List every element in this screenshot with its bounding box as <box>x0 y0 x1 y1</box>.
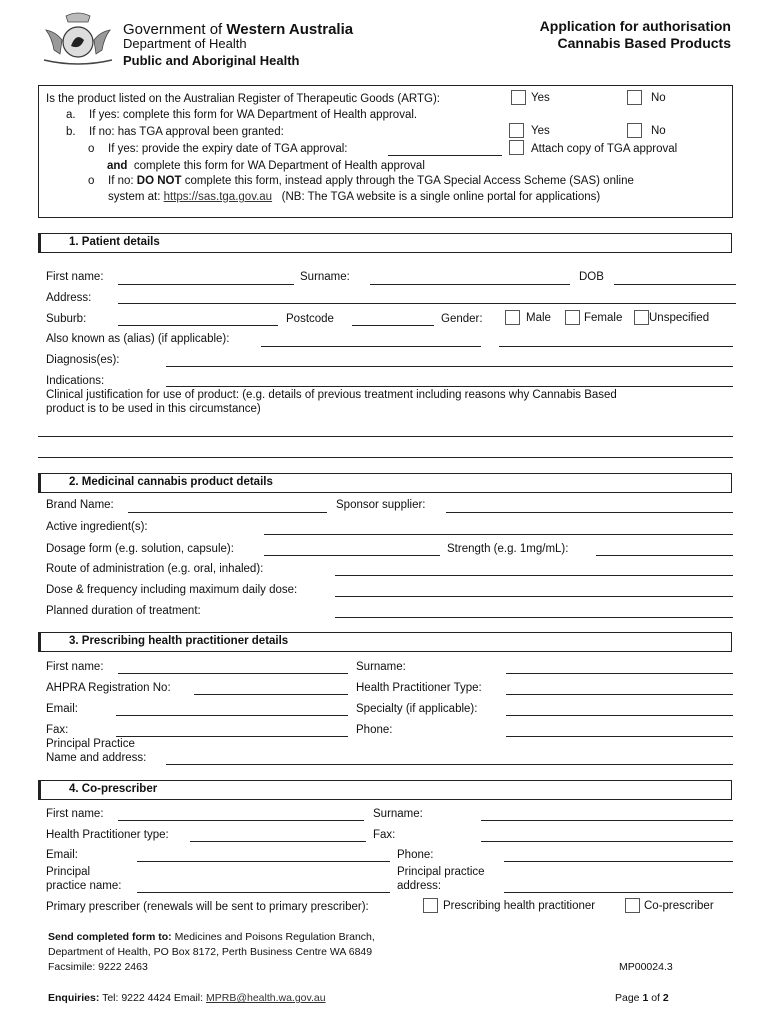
justification-line1: Clinical justification for use of product: (e.g. details of previous treatment including reasons why Cannabis Based <box>46 389 617 401</box>
patient-postcode-field[interactable] <box>352 325 434 326</box>
b2-bold: DO NOT <box>136 175 182 187</box>
artg-b1-text: If yes: provide the expiry date of TGA approval: <box>108 143 348 155</box>
attach-tga-label: Attach copy of TGA approval <box>531 143 678 155</box>
section3-header <box>38 632 732 652</box>
and-rest: complete this form for WA Department of Health approval <box>133 160 425 172</box>
page-number <box>615 991 669 1005</box>
prescriber-email-field[interactable] <box>116 715 348 716</box>
section4-header <box>38 780 732 800</box>
section1-title: 1. Patient details <box>69 236 160 248</box>
co-fax-field[interactable] <box>481 841 733 842</box>
strength-label: Strength (e.g. 1mg/mL): <box>447 543 569 555</box>
primary-prescribing-checkbox[interactable] <box>423 898 438 913</box>
artg-a-text: If yes: complete this form for WA Department of Health approval. <box>89 109 418 121</box>
patient-suburb-label: Suburb: <box>46 313 87 325</box>
sponsor-field[interactable] <box>446 512 733 513</box>
artg-b2-line2 <box>108 190 600 204</box>
page-of: of <box>648 992 663 1004</box>
artg-b-text: If no: has TGA approval been granted: <box>89 126 284 138</box>
justification-field-2[interactable] <box>38 457 733 458</box>
gender-female-label: Female <box>584 312 623 324</box>
prescriber-surname-field[interactable] <box>506 673 733 674</box>
gov-prefix: Government of <box>123 21 227 38</box>
patient-indications-field[interactable] <box>166 386 733 387</box>
dosage-form-label: Dosage form (e.g. solution, capsule): <box>46 543 234 555</box>
tga-expiry-field[interactable] <box>388 155 502 156</box>
primary-prescriber-label: Primary prescriber (renewals will be sent to primary prescriber): <box>46 901 369 913</box>
co-phone-field[interactable] <box>504 861 733 862</box>
tga-yes-label: Yes <box>531 125 550 137</box>
enq-rest: Tel: 9222 4424 Email: <box>99 992 206 1004</box>
b2-rest: complete this form, instead apply through the TGA Special Access Scheme (SAS) online <box>181 175 634 187</box>
co-first-name-label: First name: <box>46 808 104 820</box>
patient-postcode-label: Postcode <box>286 313 334 325</box>
co-hp-type-field[interactable] <box>190 841 366 842</box>
artg-and-line <box>107 159 425 173</box>
strength-field[interactable] <box>596 555 733 556</box>
co-practice-name-line1: Principal <box>46 866 91 878</box>
co-practice-addr-line2: address: <box>397 880 442 892</box>
prescriber-hp-type-field[interactable] <box>506 694 733 695</box>
prescriber-fax-label: Fax: <box>46 724 69 736</box>
gender-female-checkbox[interactable] <box>565 310 580 325</box>
prescriber-fax-field[interactable] <box>116 736 348 737</box>
prescriber-first-name-label: First name: <box>46 661 104 673</box>
gender-unspecified-checkbox[interactable] <box>634 310 649 325</box>
dosage-form-field[interactable] <box>264 555 440 556</box>
active-ingredient-label: Active ingredient(s): <box>46 521 148 533</box>
justification-line2: product is to be used in this circumstance) <box>46 403 261 415</box>
artg-b-marker: b. <box>66 126 76 138</box>
practice-label-line1: Principal Practice <box>46 738 135 750</box>
tga-yes-checkbox[interactable] <box>509 123 524 138</box>
enquiries-line <box>48 991 326 1005</box>
gender-unspecified-label: Unspecified <box>649 312 710 324</box>
justification-field-1[interactable] <box>38 436 733 437</box>
artg-a-marker: a. <box>66 109 76 121</box>
artg-yes-checkbox[interactable] <box>511 90 526 105</box>
primary-co-label: Co-prescriber <box>644 900 714 912</box>
patient-surname-label: Surname: <box>300 271 350 283</box>
enq-bold: Enquiries: <box>48 992 100 1004</box>
artg-yes-label: Yes <box>531 92 550 104</box>
primary-prescribing-label: Prescribing health practitioner <box>443 900 596 912</box>
b2-line2-prefix: system at: <box>108 191 164 203</box>
co-practice-addr-line1: Principal practice <box>397 866 485 878</box>
page-total: 2 <box>662 992 669 1004</box>
patient-surname-field[interactable] <box>370 284 570 285</box>
patient-address-label: Address: <box>46 292 92 304</box>
page-prefix: Page <box>615 992 643 1004</box>
section2-header <box>38 473 732 493</box>
co-hp-type-label: Health Practitioner type: <box>46 829 169 841</box>
dept-name: Department of Health <box>123 36 247 51</box>
division-name: Public and Aboriginal Health <box>123 53 300 68</box>
send-bold: Send completed form to: <box>48 931 172 943</box>
practice-label-line2: Name and address: <box>46 752 147 764</box>
ahpra-label: AHPRA Registration No: <box>46 682 171 694</box>
wa-government-crest <box>38 10 118 68</box>
page-num: 1 <box>642 992 649 1004</box>
prescriber-phone-label: Phone: <box>356 724 393 736</box>
co-email-field[interactable] <box>137 861 390 862</box>
prescriber-hp-type-label: Health Practitioner Type: <box>356 682 482 694</box>
section4-title: 4. Co-prescriber <box>69 783 158 795</box>
section2-title: 2. Medicinal cannabis product details <box>69 476 273 488</box>
artg-no-checkbox[interactable] <box>627 90 642 105</box>
route-field[interactable] <box>335 575 733 576</box>
primary-co-checkbox[interactable] <box>625 898 640 913</box>
gov-bold: Western Australia <box>226 21 354 38</box>
patient-diagnosis-label: Diagnosis(es): <box>46 354 120 366</box>
prescriber-surname-label: Surname: <box>356 661 406 673</box>
artg-question: Is the product listed on the Australian Register of Therapeutic Goods (ARTG): <box>46 93 440 105</box>
and-bold: and <box>107 160 128 172</box>
ahpra-field[interactable] <box>194 694 348 695</box>
gender-male-checkbox[interactable] <box>505 310 520 325</box>
prescriber-phone-field[interactable] <box>506 736 733 737</box>
co-practice-name-line2: practice name: <box>46 880 122 892</box>
patient-alias-field-2[interactable] <box>499 346 733 347</box>
bullet-b2: o <box>88 175 95 187</box>
tga-no-checkbox[interactable] <box>627 123 642 138</box>
section3-title: 3. Prescribing health practitioner details <box>69 635 289 647</box>
patient-suburb-field[interactable] <box>118 325 278 326</box>
tga-no-label: No <box>651 125 666 137</box>
form-code: MP00024.3 <box>619 961 673 973</box>
attach-tga-checkbox[interactable] <box>509 140 524 155</box>
b2-line2-rest: (NB: The TGA website is a single online portal for applications) <box>281 191 601 203</box>
co-surname-label: Surname: <box>373 808 423 820</box>
duration-label: Planned duration of treatment: <box>46 605 201 617</box>
brand-name-field[interactable] <box>128 512 327 513</box>
route-label: Route of administration (e.g. oral, inhaled): <box>46 563 264 575</box>
brand-name-label: Brand Name: <box>46 499 114 511</box>
specialty-field[interactable] <box>506 715 733 716</box>
form-title-line1: Application for authorisation <box>539 18 731 34</box>
prescriber-first-name-field[interactable] <box>118 673 348 674</box>
patient-alias-label: Also known as (alias) (if applicable): <box>46 333 230 345</box>
mprb-email-link[interactable]: MPRB@health.wa.gov.au <box>205 992 326 1004</box>
artg-b2-line1 <box>108 174 634 188</box>
patient-address-field[interactable] <box>118 303 736 304</box>
co-fax-label: Fax: <box>373 829 396 841</box>
send-to-line <box>48 930 375 944</box>
patient-indications-label: Indications: <box>46 375 105 387</box>
patient-dob-label: DOB <box>579 271 604 283</box>
specialty-label: Specialty (if applicable): <box>356 703 478 715</box>
co-practice-addr-field[interactable] <box>504 892 733 893</box>
patient-first-name-field[interactable] <box>118 284 294 285</box>
dose-frequency-field[interactable] <box>335 596 733 597</box>
section1-header <box>38 233 732 253</box>
send-address: Department of Health, PO Box 8172, Perth Business Centre WA 6849 <box>48 946 373 958</box>
patient-gender-label: Gender: <box>441 313 483 325</box>
patient-alias-field-1[interactable] <box>261 346 481 347</box>
co-first-name-field[interactable] <box>118 820 364 821</box>
dose-frequency-label: Dose & frequency including maximum daily dose: <box>46 584 298 596</box>
patient-diagnosis-field[interactable] <box>166 366 733 367</box>
gender-male-label: Male <box>526 312 551 324</box>
sponsor-label: Sponsor supplier: <box>336 499 426 511</box>
sas-link[interactable]: https://sas.tga.gov.au <box>163 191 273 203</box>
co-phone-label: Phone: <box>397 849 434 861</box>
patient-dob-field[interactable] <box>614 284 736 285</box>
send-rest: Medicines and Poisons Regulation Branch, <box>171 931 375 943</box>
b2-prefix: If no: <box>108 175 137 187</box>
co-practice-name-field[interactable] <box>137 892 390 893</box>
send-facsimile: Facsimile: 9222 2463 <box>48 961 148 973</box>
patient-first-name-label: First name: <box>46 271 104 283</box>
bullet-b1: o <box>88 143 95 155</box>
practice-field[interactable] <box>166 764 733 765</box>
co-email-label: Email: <box>46 849 78 861</box>
form-title-line2: Cannabis Based Products <box>557 35 731 51</box>
co-surname-field[interactable] <box>481 820 733 821</box>
active-ingredient-field[interactable] <box>264 534 733 535</box>
duration-field[interactable] <box>335 617 733 618</box>
artg-no-label: No <box>651 92 666 104</box>
prescriber-email-label: Email: <box>46 703 78 715</box>
